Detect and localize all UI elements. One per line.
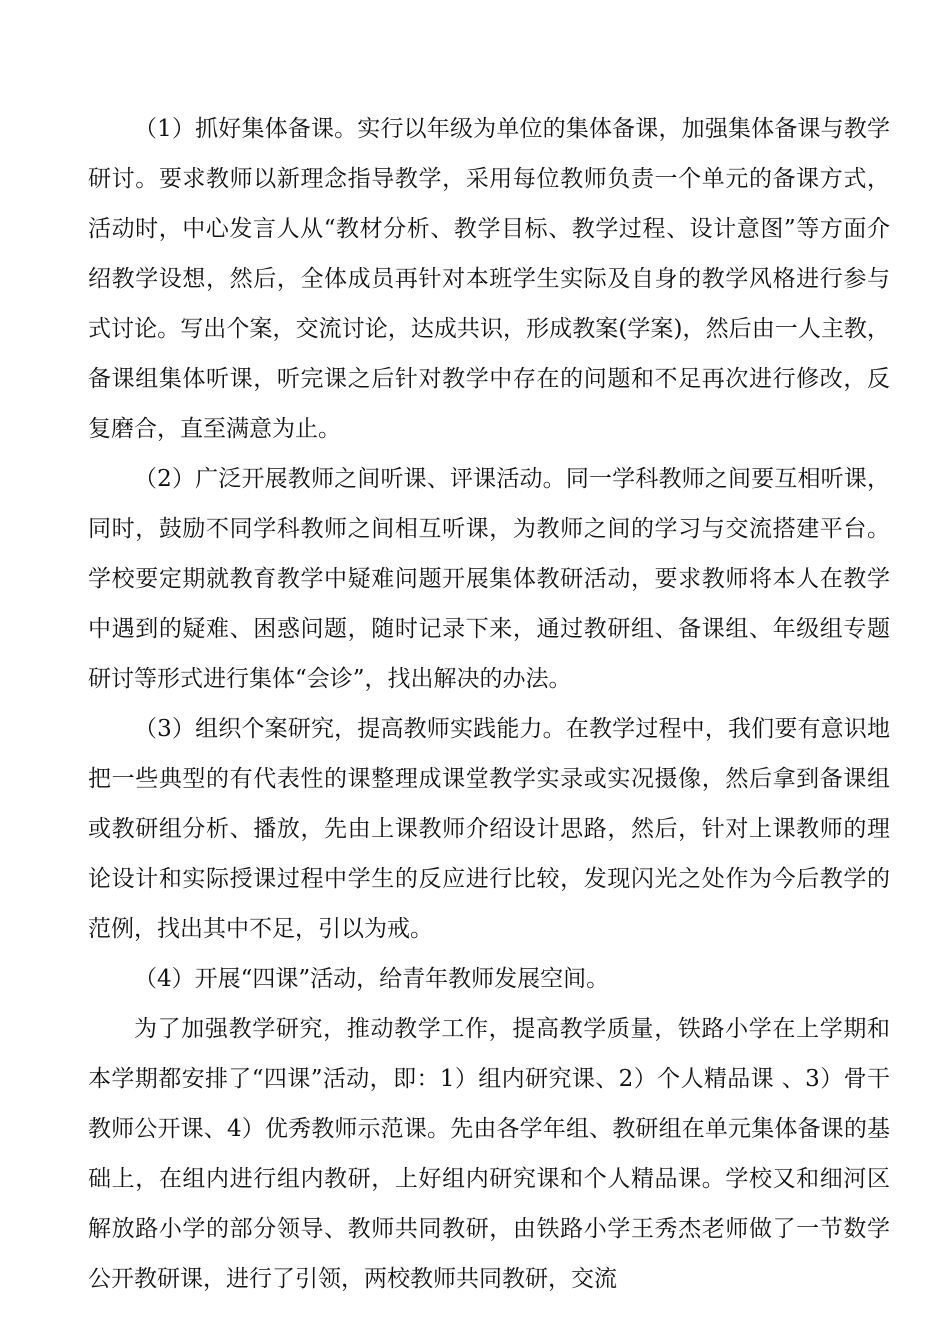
paragraph-case-study: （3）组织个案研究，提高教师实践能力。在教学过程中，我们要有意识地把一些典型的有代表性的课整理成课堂教学实录或实况摄像，然后拿到备课组或教研组分析、播放，先由上课教师介绍设计思路，然后，针对上课教师的理论设计和实际授课过程中学生的反应进行比较，发现闪光之处作为今后教学的范例，找出其中不足，引以为戒。	[88, 716, 890, 942]
paragraph-collective-lesson-prep: （1）抓好集体备课。实行以年级为单位的集体备课，加强集体备课与教学研讨。要求教师以新理念指导教学，采用每位教师负责一个单元的备课方式，活动时，中心发言人从“教材分析、教学目标、教学过程、设计意图”等方面介绍教学设想，然后，全体成员再针对本班学生实际及自身的教学风格进行参与式讨论。写出个案，交流讨论，达成共识，形成教案(学案)，然后由一人主教，备课组集体听课，听完课之后针对教学中存在的问题和不足再次进行修改，反复磨合，直至满意为止。	[88, 116, 890, 442]
paragraph-four-lessons-detail: 为了加强教学研究，推动教学工作，提高教学质量，铁路小学在上学期和本学期都安排了“四课”活动，即：1）组内研究课、2）个人精品课 、3）骨干教师公开课、4）优秀教师示范课。先由各学年组、教研组在单元集体备课的基础上，在组内进行组内教研，上好组内研究课和个人精品课。学校又和细河区解放路小学的部分领导、教师共同教研，由铁路小学王秀杰老师做了一节数学公开教研课，进行了引领，两校教师共同教研，交流	[88, 1016, 890, 1292]
document-page	[88, 104, 890, 1304]
paragraph-four-lessons-heading: （4）开展“四课”活动，给青年教师发展空间。	[134, 966, 610, 992]
paragraph-peer-observation: （2）广泛开展教师之间听课、评课活动。同一学科教师之间要互相听课，同时，鼓励不同学科教师之间相互听课，为教师之间的学习与交流搭建平台。学校要定期就教育教学中疑难问题开展集体教研活动，要求教师将本人在教学中遇到的疑难、困惑问题，随时记录下来，通过教研组、备课组、年级组专题研讨等形式进行集体“会诊”，找出解决的办法。	[88, 466, 890, 692]
